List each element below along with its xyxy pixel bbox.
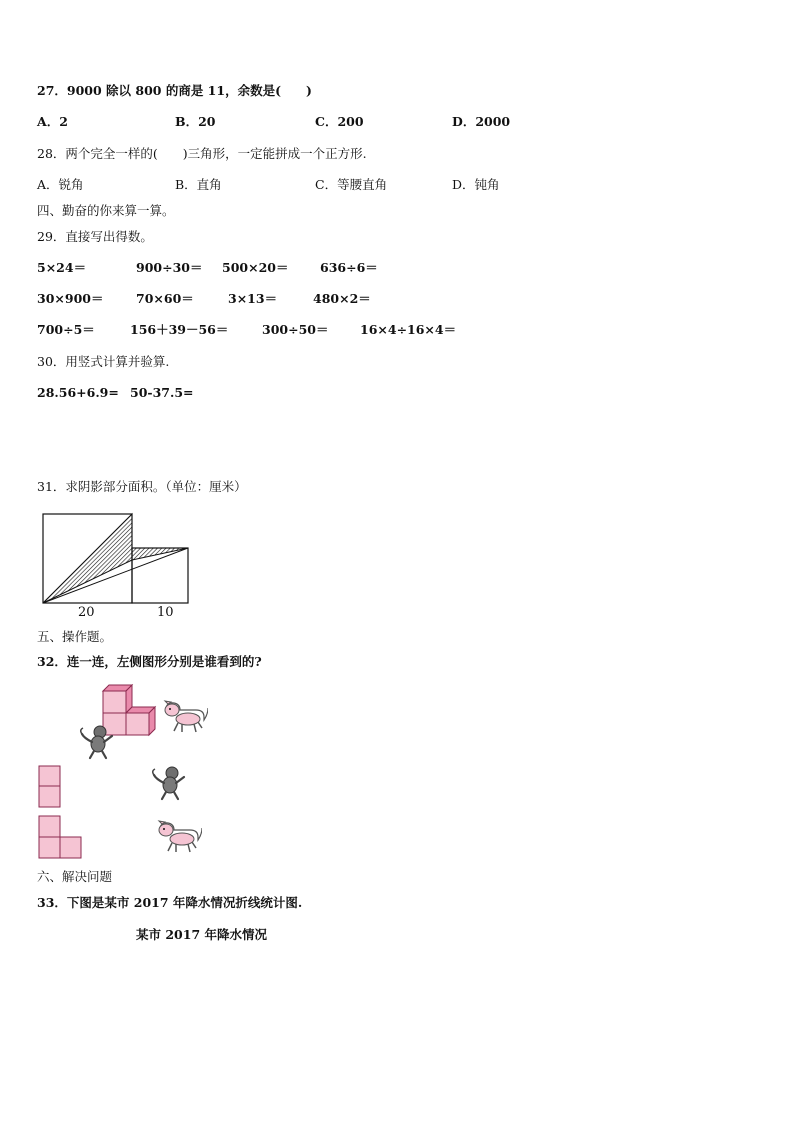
q29-expr: 16×4÷16×4＝	[360, 322, 457, 337]
q27-option-b: B．20	[175, 114, 216, 129]
monkey-icon	[150, 765, 188, 801]
q33-stem: 33．下图是某市 2017 年降水情况折线统计图.	[37, 895, 303, 910]
q28-option-c: C．等腰直角	[315, 177, 388, 192]
q29-expr: 156＋39－56＝	[130, 322, 229, 337]
view-figure-1	[38, 765, 62, 809]
q29-expr: 480×2＝	[313, 291, 371, 306]
q30-item-1: 28.56+6.9=	[37, 385, 119, 400]
q27-option-d: D．2000	[452, 114, 511, 129]
section-5-heading: 五、操作题。	[37, 629, 113, 644]
monkey-icon	[78, 724, 116, 760]
q29-expr: 700÷5＝	[37, 322, 95, 337]
q28-option-d: D．钝角	[452, 177, 500, 192]
q29-expr: 500×20＝	[222, 260, 289, 275]
view-figure-2	[38, 815, 84, 861]
q27-option-a: A．2	[37, 114, 68, 129]
dimension-label-10: 10	[157, 605, 174, 620]
section-4-heading: 四、勤奋的你来算一算。	[37, 203, 175, 218]
q27-stem: 27．9000 除以 800 的商是 11，余数是( )	[37, 83, 312, 98]
shaded-area-figure	[36, 508, 206, 624]
q30-item-2: 50-37.5=	[130, 385, 194, 400]
dog-icon	[152, 820, 202, 856]
q29-expr: 900÷30＝	[136, 260, 203, 275]
q29-expr: 5×24＝	[37, 260, 87, 275]
q29-expr: 30×900＝	[37, 291, 104, 306]
q27-option-c: C．200	[315, 114, 364, 129]
q29-expr: 3×13＝	[228, 291, 278, 306]
q28-option-b: B．直角	[175, 177, 222, 192]
q32-stem: 32．连一连，左侧图形分别是谁看到的?	[37, 654, 262, 669]
q29-expr: 70×60＝	[136, 291, 194, 306]
q28-stem: 28．两个完全一样的( )三角形，一定能拼成一个正方形.	[37, 146, 367, 161]
q28-option-a: A．锐角	[37, 177, 84, 192]
q30-stem: 30．用竖式计算并验算.	[37, 354, 170, 369]
q29-expr: 300÷50＝	[262, 322, 329, 337]
shaded-triangle-1	[43, 514, 132, 603]
q29-expr: 636÷6＝	[320, 260, 378, 275]
dog-icon	[158, 700, 208, 736]
chart-title: 某市 2017 年降水情况	[136, 927, 267, 942]
q31-stem: 31．求阴影部分面积。（单位：厘米）	[37, 479, 247, 494]
section-6-heading: 六、解决问题	[37, 869, 113, 884]
dimension-label-20: 20	[78, 605, 95, 620]
q29-stem: 29．直接写出得数。	[37, 229, 153, 244]
